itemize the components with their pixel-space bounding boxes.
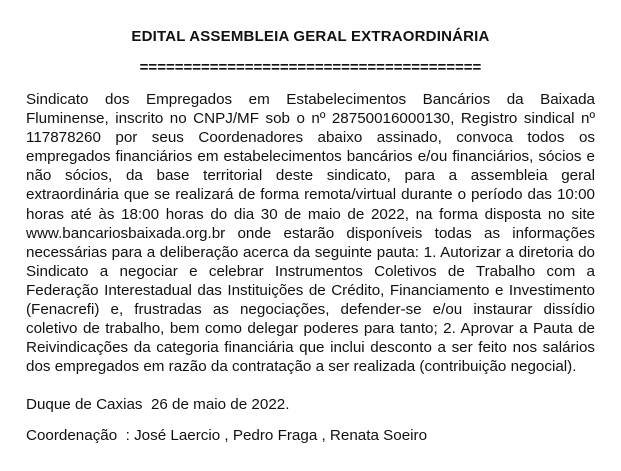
- date-line: Duque de Caxias 26 de maio de 2022.: [26, 396, 290, 414]
- body-paragraph: Sindicato dos Empregados em Estabelecimentos Bancários da Baixada Fluminense, inscrito no CNPJ/MF sob o nº 28750016000130, Registro sindical nº 117878260 por seus Coordenadores abaixo assinado, convoca todos os empregados financiários em estabelecimentos bancários e/ou financiários, sócios e não sócios, da base territorial deste sindicato, para a assembleia geral extraordinária que se realizará de forma remota/virtual durante o período das 10:00 horas até às 18:00 horas do dia 30 de maio de 2022, na forma disposta no site www.bancariosbaixada.org.br onde estarão disponíveis todas as informações necessárias para a deliberação acerca da seguinte pauta: 1. Autorizar a diretoria do Sindicato a negociar e celebrar Instrumentos Coletivos de Trabalho com a Federação Interestadual das Instituições de Crédito, Financiamento e Investimento (Fenacrefi) e, frustradas as negociações, defender-se e/ou instaurar dissídio coletivo de trabalho, bem como delegar poderes para tanto; 2. Aprovar a Pauta de Reivindicações da categoria financiária que inclui desconto a ser feito nos salários dos empregados em razão da contratação a ser realizada (contribuição negocial).: [26, 91, 595, 376]
- separator-line: =======================================: [139, 59, 482, 76]
- coordination-line: Coordenação : José Laercio , Pedro Fraga , Renata Soeiro: [26, 427, 428, 445]
- document-title: EDITAL ASSEMBLEIA GERAL EXTRAORDINÁRIA: [131, 28, 490, 45]
- edital-document: [26, 0, 595, 445]
